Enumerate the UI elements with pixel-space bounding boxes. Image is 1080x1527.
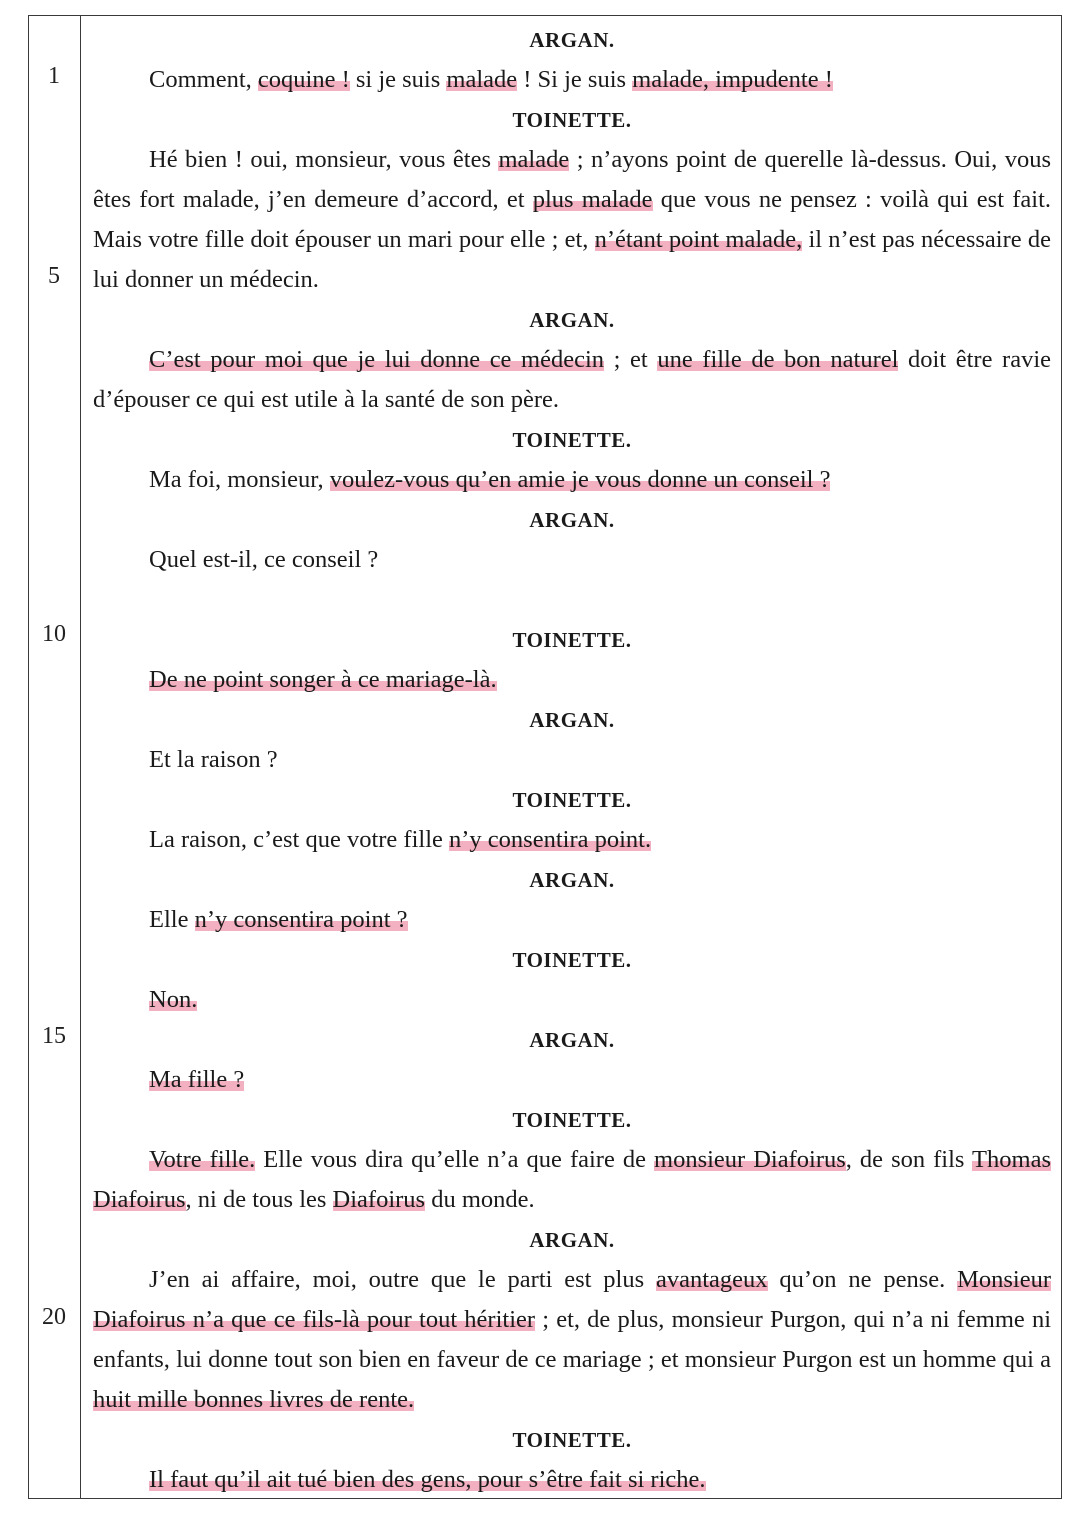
highlight: Non. [149, 986, 198, 1013]
reply-argan: Quel est-il, ce conseil ? [149, 546, 379, 573]
highlight: plus malade [532, 186, 653, 213]
highlight: Il faut qu’il ait tué bien des gens, pour s’être fait si riche. [149, 1466, 706, 1493]
speaker-toinette: TOINETTE. [512, 108, 632, 132]
speaker-toinette: TOINETTE. [512, 1108, 632, 1132]
reply-toinette [93, 660, 1051, 700]
dialogue-text [93, 20, 1051, 1500]
highlight: Ma fille ? [149, 1066, 245, 1093]
highlight: C’est pour moi que je lui donne ce médecin [149, 346, 605, 373]
reply-argan: Et la raison ? [149, 746, 278, 773]
reply-toinette: Votre fille. Elle vous dira qu’elle n’a que faire de monsieur Diafoirus, de son fils Thomas Diafoirus, ni de tous les Diafoirus du monde. [93, 1146, 1051, 1213]
reply-argan: Elle n’y consentira point ? [149, 906, 408, 933]
reply-argan: J’en ai affaire, moi, outre que le parti est plus avantageux qu’on ne pense. Monsieur Diafoirus n’a que ce fils-là pour tout héritier ; et, de plus, monsieur Purgon, qui n’a ni femme ni enfants, lui donne tout son bien en faveur de ce mariage ; et monsieur Purgon est un homme qui a huit mille bonnes livres de rente. [93, 1266, 1051, 1413]
highlight: coquine ! [257, 66, 350, 93]
highlight: une fille de bon naturel [657, 346, 899, 373]
highlight: malade, impudente ! [632, 66, 833, 93]
highlight: De ne point songer à ce mariage-là. [149, 666, 497, 693]
line-number-gutter-divider [80, 15, 81, 1499]
speaker-toinette: TOINETTE. [512, 628, 632, 652]
speaker-argan: ARGAN. [529, 708, 615, 732]
speaker-argan: ARGAN. [529, 868, 615, 892]
highlight: malade [498, 146, 570, 173]
highlight: avantageux [655, 1266, 768, 1293]
speaker-toinette: TOINETTE. [512, 948, 632, 972]
highlight: Thomas Diafoirus [93, 1146, 1051, 1213]
reply-toinette [93, 980, 1051, 1020]
highlight: voulez-vous qu’en amie je vous donne un conseil ? [329, 466, 831, 493]
highlight: monsieur Diafoirus [654, 1146, 846, 1173]
line-number-5: 5 [48, 263, 60, 289]
reply-argan: Comment, coquine ! si je suis malade ! Si je suis malade, impudente ! [149, 66, 833, 93]
highlight: Monsieur Diafoirus n’a que ce fils-là pour tout héritier [93, 1266, 1051, 1333]
line-number-20: 20 [42, 1304, 66, 1330]
speaker-toinette: TOINETTE. [512, 428, 632, 452]
speaker-argan: ARGAN. [529, 308, 615, 332]
speaker-argan: ARGAN. [529, 508, 615, 532]
highlight: n’étant point malade, [594, 226, 803, 253]
speaker-argan: ARGAN. [529, 1228, 615, 1252]
speaker-argan: ARGAN. [529, 1028, 615, 1052]
highlight: Diafoirus [332, 1186, 426, 1213]
reply-toinette: Ma foi, monsieur, voulez-vous qu’en amie je vous donne un conseil ? [149, 466, 831, 493]
reply-toinette [93, 1460, 1051, 1500]
highlight: huit mille bonnes livres de rente. [93, 1386, 415, 1413]
line-number-10: 10 [42, 621, 66, 647]
line-number-15: 15 [42, 1023, 66, 1049]
highlight: n’y consentira point ? [194, 906, 408, 933]
highlight: n’y consentira point. [449, 826, 652, 853]
reply-argan: C’est pour moi que je lui donne ce médecin ; et une fille de bon naturel doit être ravie d’épouser ce qui est utile à la santé de son père. [93, 346, 1051, 413]
highlight: Votre fille. [149, 1146, 256, 1173]
line-number-1: 1 [48, 63, 60, 89]
speaker-toinette: TOINETTE. [512, 1428, 632, 1452]
reply-toinette: Hé bien ! oui, monsieur, vous êtes malade ; n’ayons point de querelle là-dessus. Oui, vous êtes fort malade, j’en demeure d’accord, et plus malade que vous ne pensez : voilà qui est fait. Mais votre fille doit épouser un mari pour elle ; et, n’étant point malade, il n’est pas nécessaire de lui donner un médecin. [93, 146, 1051, 293]
highlight: malade [446, 66, 518, 93]
reply-argan [93, 1060, 1051, 1100]
speaker-toinette: TOINETTE. [512, 788, 632, 812]
reply-toinette: La raison, c’est que votre fille n’y consentira point. [149, 826, 652, 853]
speaker-argan: ARGAN. [529, 28, 615, 52]
